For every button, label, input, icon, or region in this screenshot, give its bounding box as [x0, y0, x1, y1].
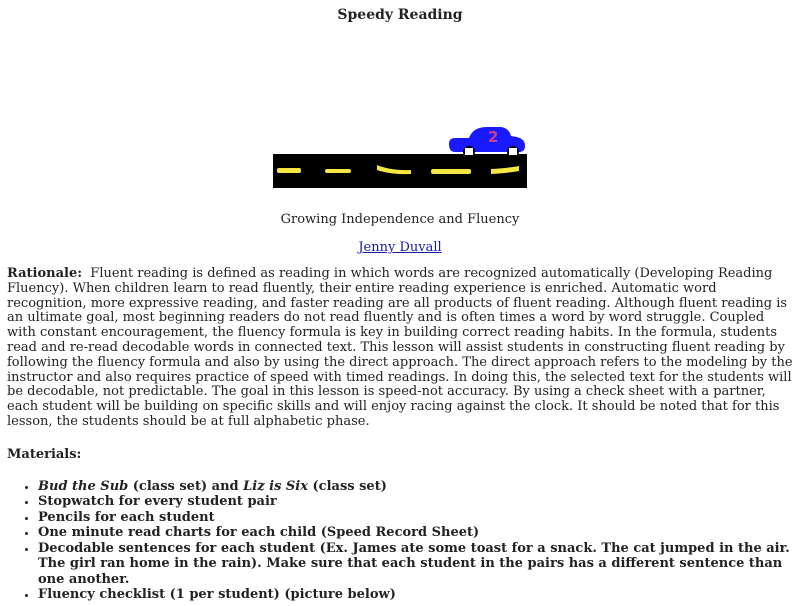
list-item: • One minute read charts for each child (Speed Record Sheet)	[38, 525, 800, 541]
item-text: (class set) and	[128, 478, 244, 494]
list-item: • Decodable sentences for each student (Ex. James ate some toast for a snack. The cat jumped in the air. The girl ran home in the rain). Make sure that each student in the pairs has a different sentence than one another.	[38, 541, 800, 588]
svg-text:2: 2	[488, 128, 499, 146]
book-title: Bud the Sub	[38, 478, 129, 494]
author-link[interactable]: Jenny Duvall	[358, 240, 442, 255]
item-text: (class set)	[308, 478, 387, 494]
rationale-text: Fluent reading is defined as reading in which words are recognized automatically (Developing Reading Fluency). When children learn to read fluently, their entire reading experience is enriched. Automatic word recognition, more expressive reading, and faster reading are all products of fluent reading. Although fluent reading is an ultimate goal, most beginning readers do not read fluently and is often times a word by word struggle. Coupled with constant encouragement, the fluency formula is key in building correct reading habits. In the formula, students read and re-read decodable words in connected text. This lesson will assist students in constructing fluent reading by following the fluency formula and also by using the direct approach. The direct approach refers to the modeling by the instructor and also requires practice of speed with timed readings. In doing this, the selected text for the students will be decodable, not predictable. The goal in this lesson is speed-not accuracy. By using a check sheet with a partner, each student will be building on specific skills and will enjoy racing against the clock. It should be noted that for this lesson, the students should be at full alphabetic phase.	[7, 266, 793, 429]
race-car-road-icon	[273, 124, 529, 194]
banner	[0, 128, 800, 202]
list-item	[38, 479, 800, 495]
list-item: • Stopwatch for every student pair	[38, 494, 800, 510]
lesson-subtitle: Growing Independence and Fluency	[280, 212, 520, 227]
rationale-label: Rationale:	[7, 266, 83, 281]
materials-heading: Materials:	[7, 446, 82, 462]
list-item: • Pencils for each student	[38, 510, 800, 526]
page-title: Speedy Reading	[337, 7, 463, 23]
book-title: Liz is Six	[243, 478, 308, 494]
rationale-section	[7, 267, 793, 430]
materials-list	[0, 479, 800, 603]
list-item: • Fluency checklist (1 per student) (picture below)	[38, 587, 800, 603]
